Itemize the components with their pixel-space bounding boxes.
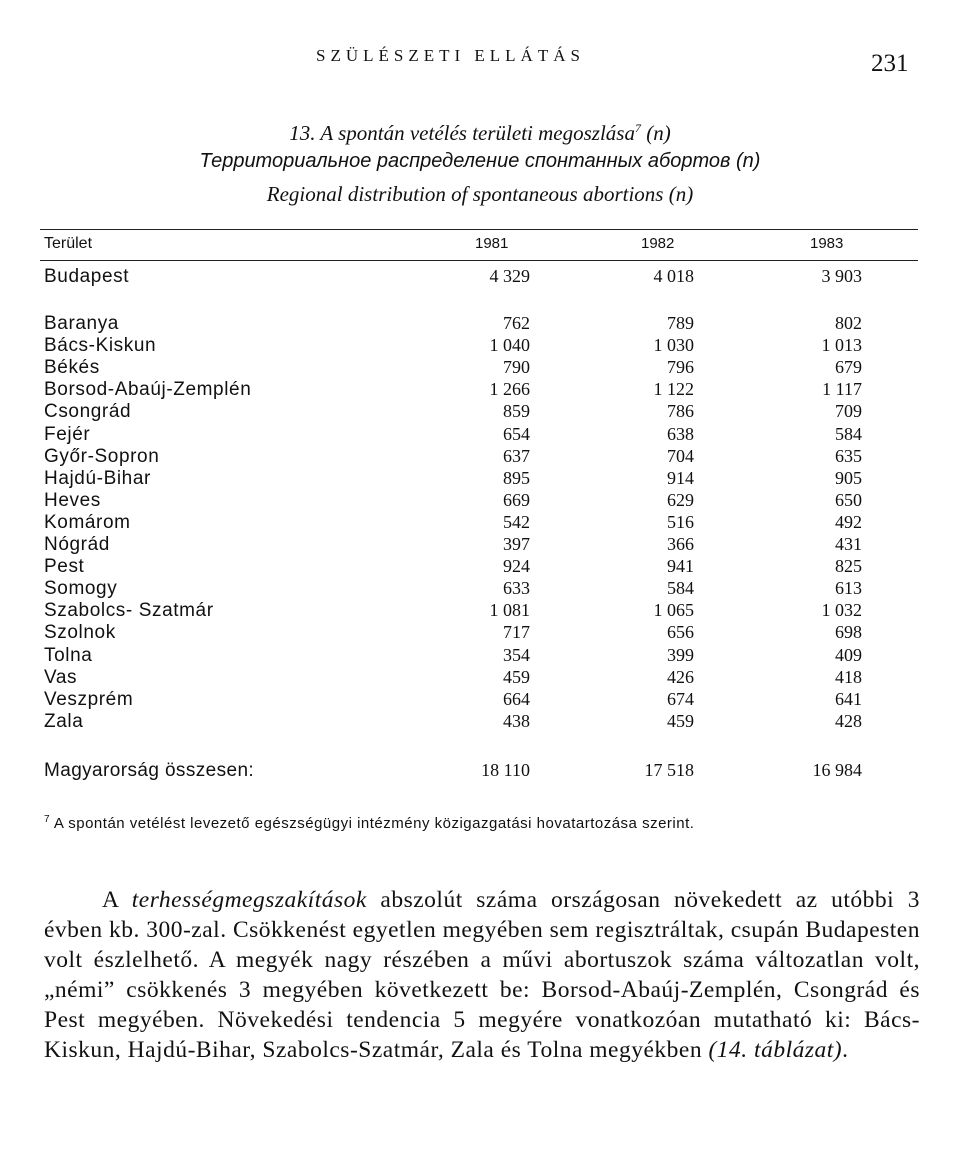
column-header-1982: 1982: [641, 235, 675, 252]
cell-value: 3 903: [821, 266, 862, 286]
region-name: Veszprém: [44, 688, 134, 710]
table-row: [0, 667, 960, 689]
cell-value: 674: [667, 688, 694, 709]
cell-value: 426: [667, 666, 694, 687]
cell-value: 635: [835, 445, 862, 466]
region-name: Komárom: [44, 511, 131, 533]
cell-value: 431: [835, 534, 862, 554]
table-row: [0, 578, 960, 600]
cell-value: 924: [503, 556, 530, 577]
cell-value: 613: [835, 578, 862, 599]
cell-value: 1 030: [653, 335, 694, 356]
cell-value: 1 013: [821, 335, 862, 356]
table-header-rule: [40, 260, 918, 261]
table-row: [0, 534, 960, 556]
body-paragraph: A terhességmegszakítások abszolút száma országosan növekedett az utóbbi 3 évben kb. 300-zal. Csökkenést egyetlen megyében sem regisztráltak, csupán Budapesten volt észlelhető. A megyék nagy részében a művi abortuszok száma változatlan volt, „némi” csökkenés 3 megyében következett be: Borsod-Abaúj-Zemplén, Csongrád és Pest megyében. Növekedési tendencia 5 megyére vonatkozóan mutatható ki: Bács-Kiskun, Hajdú-Bihar, Szabolcs-Szatmár, Zala és Tolna megyékben (14. táblázat).: [44, 887, 920, 1063]
cell-value: 18 110: [481, 760, 530, 780]
cell-value: 1 122: [653, 379, 694, 400]
region-name: Nógrád: [44, 534, 110, 555]
cell-value: 633: [503, 578, 530, 599]
region-name: Tolna: [44, 644, 93, 666]
region-name: Zala: [44, 710, 84, 732]
table-row: [0, 313, 960, 335]
cell-value: 354: [503, 644, 530, 665]
cell-value: 698: [835, 622, 862, 643]
column-header-region: Terület: [44, 235, 93, 252]
header-title: SZÜLÉSZETI ELLÁTÁS: [316, 46, 585, 65]
table-row: [0, 424, 960, 446]
column-header-1981: 1981: [475, 235, 509, 252]
cell-value: 790: [503, 357, 530, 378]
cell-value: 914: [667, 467, 694, 488]
region-name: Pest: [44, 556, 85, 578]
cell-value: 516: [667, 511, 694, 532]
cell-value: 4 018: [653, 266, 694, 286]
cell-value: 399: [667, 644, 694, 665]
cell-value: 366: [667, 534, 694, 554]
cell-value: 825: [835, 556, 862, 577]
cell-value: 650: [835, 489, 862, 510]
cell-value: 418: [835, 666, 862, 687]
cell-value: 1 081: [489, 600, 530, 621]
region-name: Fejér: [44, 423, 91, 445]
table-row-budapest: [0, 266, 960, 288]
table-row: [0, 600, 960, 622]
region-name: Vas: [44, 666, 78, 688]
cell-value: 1 065: [653, 600, 694, 621]
table-caption-hu: 13. A spontán vetélés területi megoszlása$^7$ (n): [289, 121, 671, 145]
cell-value: 584: [835, 423, 862, 444]
region-name: Somogy: [44, 578, 118, 600]
cell-value: 905: [835, 467, 862, 488]
cell-value: 717: [503, 622, 530, 643]
table-row: [0, 689, 960, 711]
cell-value: 789: [667, 313, 694, 333]
table-caption-en: Regional distribution of spontaneous abortions (n): [266, 182, 694, 206]
cell-value: 941: [667, 556, 694, 577]
cell-value: 802: [835, 313, 862, 333]
cell-value: 438: [503, 710, 530, 731]
region-name: Hajdú-Bihar: [44, 467, 151, 489]
table-row: [0, 645, 960, 667]
cell-value: 664: [503, 688, 530, 709]
table-row: [0, 446, 960, 468]
cell-value: 1 266: [489, 379, 530, 400]
region-name: Csongrád: [44, 401, 132, 423]
region-name: Magyarorság összesen:: [44, 760, 255, 781]
cell-value: 654: [503, 423, 530, 444]
cell-value: 1 117: [822, 379, 862, 400]
table-row: [0, 379, 960, 401]
table-row: [0, 490, 960, 512]
region-name: Szolnok: [44, 622, 116, 644]
region-name: Békés: [44, 357, 100, 379]
footnote: $^7$ A spontán vetélést levezető egészségügyi intézmény közigazgatási hovatartozása szerint.: [44, 814, 695, 832]
region-name: Borsod-Abaúj-Zemplén: [44, 379, 252, 401]
cell-value: 542: [503, 511, 530, 532]
cell-value: 629: [667, 489, 694, 510]
cell-value: 459: [667, 710, 694, 731]
table-row: [0, 335, 960, 357]
cell-value: 16 984: [812, 760, 862, 780]
cell-value: 786: [667, 401, 694, 422]
cell-value: 859: [503, 401, 530, 422]
region-name: Szabolcs- Szatmár: [44, 600, 214, 622]
region-name: Győr-Sopron: [44, 445, 160, 467]
region-name: Heves: [44, 489, 101, 511]
cell-value: 637: [503, 445, 530, 466]
cell-value: 641: [835, 688, 862, 709]
table-row: [0, 357, 960, 379]
table-caption-ru: Территориальное распределение спонтанных абортов (n): [199, 150, 761, 172]
table-row: [0, 622, 960, 644]
cell-value: 492: [835, 511, 862, 532]
cell-value: 669: [503, 489, 530, 510]
page-number: 231: [871, 50, 909, 77]
cell-value: 709: [835, 401, 862, 422]
region-name: Budapest: [44, 266, 130, 287]
column-header-1983: 1983: [810, 235, 844, 252]
cell-value: 428: [835, 710, 862, 731]
cell-value: 409: [835, 644, 862, 665]
cell-value: 704: [667, 445, 694, 466]
cell-value: 895: [503, 467, 530, 488]
cell-value: 796: [667, 357, 694, 378]
cell-value: 656: [667, 622, 694, 643]
body-text: [44, 885, 920, 1065]
table-row: [0, 556, 960, 578]
cell-value: 459: [503, 666, 530, 687]
table-top-rule: [40, 229, 918, 230]
cell-value: 762: [503, 313, 530, 333]
cell-value: 17 518: [644, 760, 694, 780]
cell-value: 584: [667, 578, 694, 599]
cell-value: 4 329: [489, 266, 530, 286]
table-row: [0, 401, 960, 423]
cell-value: 397: [503, 534, 530, 554]
cell-value: 1 040: [489, 335, 530, 356]
table-row-total: [0, 760, 960, 782]
region-name: Bács-Kiskun: [44, 335, 157, 357]
cell-value: 638: [667, 423, 694, 444]
region-name: Baranya: [44, 313, 119, 334]
table-row: [0, 512, 960, 534]
cell-value: 679: [835, 357, 862, 378]
table-row: [0, 468, 960, 490]
table-row: [0, 711, 960, 733]
cell-value: 1 032: [821, 600, 862, 621]
